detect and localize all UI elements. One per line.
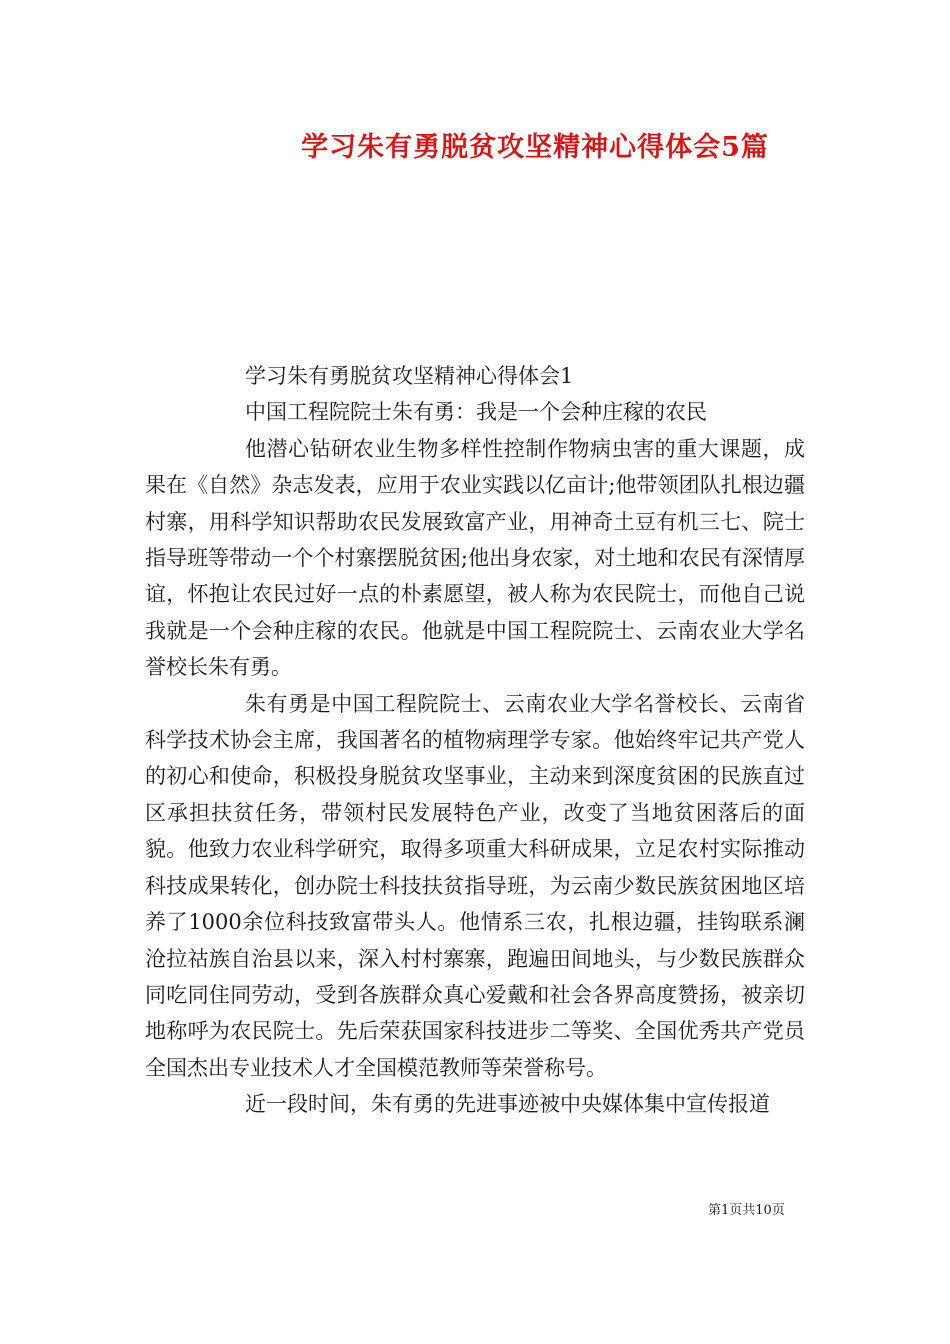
section-heading: 学习朱有勇脱贫攻坚精神心得体会1: [245, 364, 574, 388]
body-paragraph: 近一段时间，朱有勇的先进事迹被中央媒体集中宣传报道: [245, 1092, 770, 1117]
document-title: 学习朱有勇脱贫攻坚精神心得体会5篇: [301, 132, 769, 163]
document-body: [145, 358, 805, 1123]
body-paragraph: 他潜心钻研农业生物多样性控制作物病虫害的重大课题，成果在《自然》杂志发表，应用于农业实践以亿亩计;他带领团队扎根边疆村寨，用科学知识帮助农民发展致富产业，用神奇土豆有机三七、院士指导班等带动一个个村寨摆脱贫困;他出身农家，对土地和农民有深情厚谊，怀抱让农民过好一点的朴素愿望，被人称为农民院士，而他自己说我就是一个会种庄稼的农民。他就是中国工程院院士、云南农业大学名誉校长朱有勇。: [145, 436, 805, 680]
body-paragraph: 朱有勇是中国工程院院士、云南农业大学名誉校长、云南省科学技术协会主席，我国著名的植物病理学专家。他始终牢记共产党人的初心和使命，积极投身脱贫攻坚事业，主动来到深度贫困的民族直过区承担扶贫任务，带领村民发展特色产业，改变了当地贫困落后的面貌。他致力农业科学研究，取得多项重大科研成果，立足农村实际推动科技成果转化，创办院士科技扶贫指导班，为云南少数民族贫困地区培养了1000余位科技致富带头人。他情系三农，扎根边疆，挂钩联系澜沧拉祜族自治县以来，深入村村寨寨，跑遍田间地头，与少数民族群众同吃同住同劳动，受到各族群众真心爱戴和社会各界高度赞扬，被亲切地称呼为农民院士。先后荣获国家科技进步二等奖、全国优秀共产党员全国杰出专业技术人才全国模范教师等荣誉称号。: [145, 691, 805, 1080]
page-number: 第1页共10页: [708, 1203, 785, 1218]
article-subtitle: 中国工程院院士朱有勇：我是一个会种庄稼的农民: [245, 400, 707, 425]
